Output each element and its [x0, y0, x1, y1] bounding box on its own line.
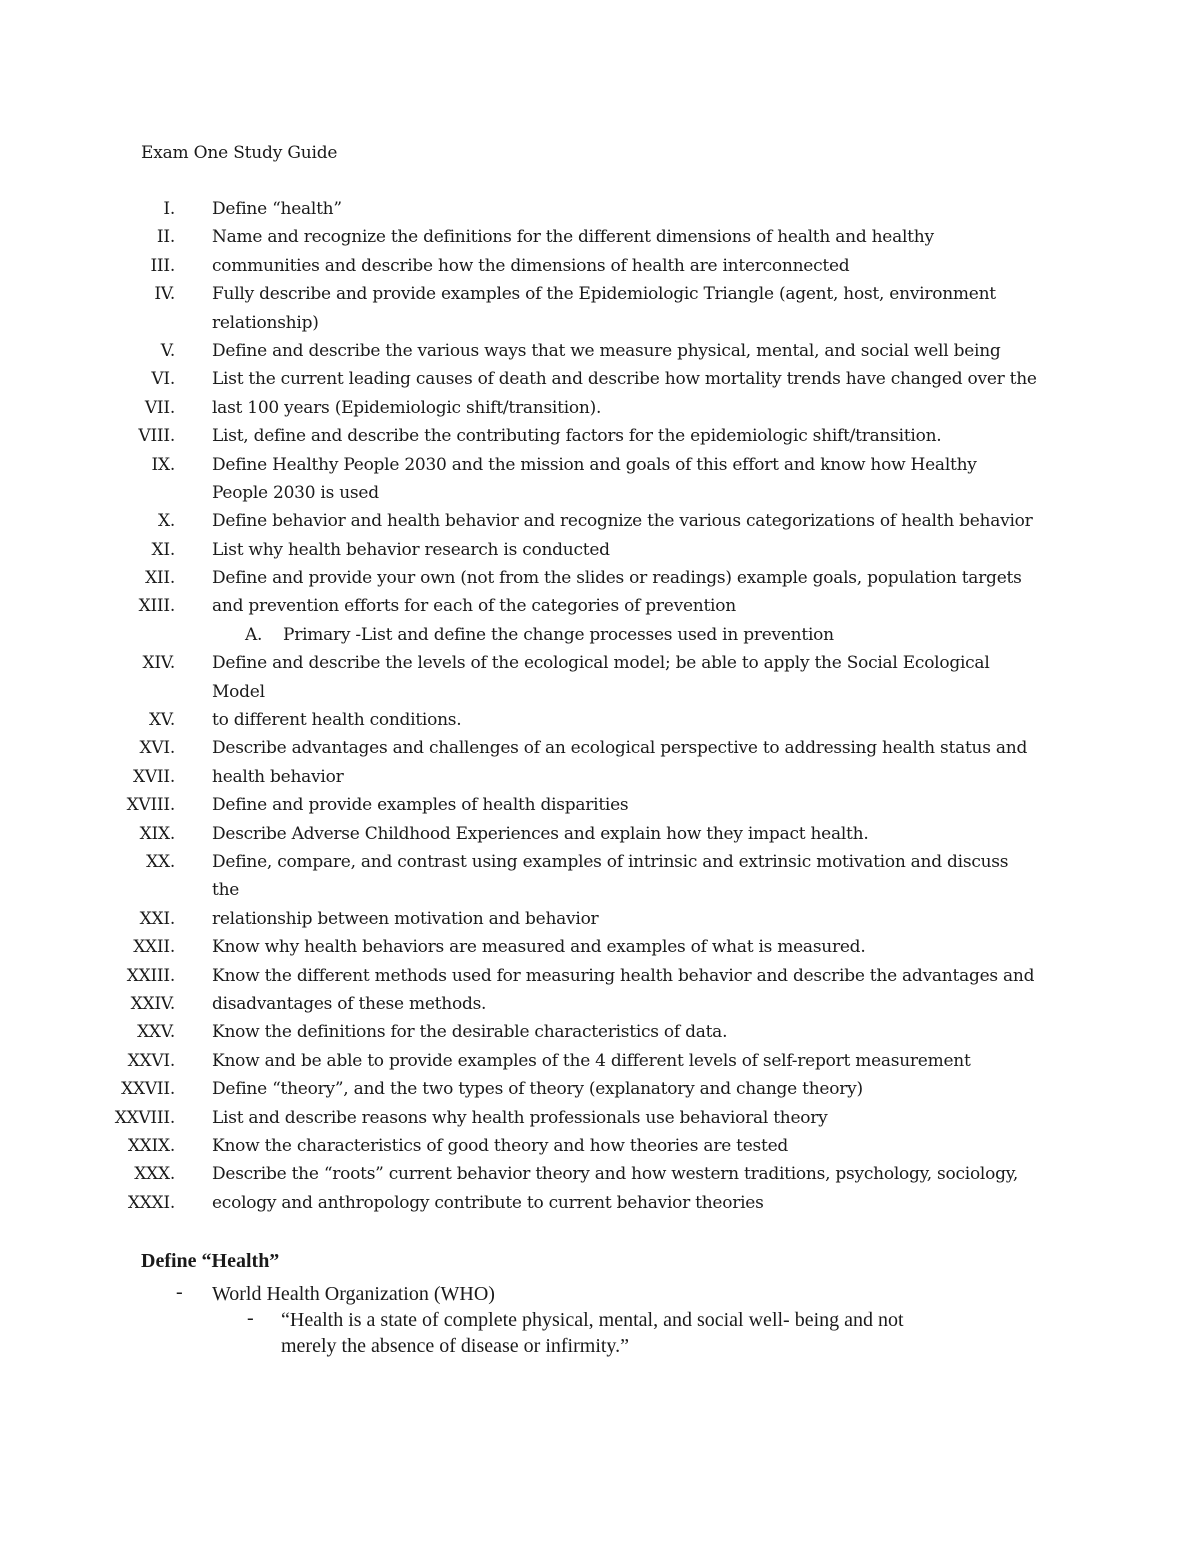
outline-text: Describe Adverse Childhood Experiences and explain how they impact health.	[212, 823, 869, 844]
outline-number: II.	[156, 227, 175, 248]
outline-continuation	[0, 880, 1200, 908]
outline-item	[0, 966, 1200, 994]
quote-line-2: merely the absence of disease or infirmity.”	[281, 1335, 630, 1357]
page-title: Exam One Study Guide	[141, 143, 338, 163]
outline-text: the	[212, 880, 240, 901]
outline-text: Define and describe the levels of the ecological model; be able to apply the Social Ecological	[212, 653, 990, 674]
outline-text: Define “theory”, and the two types of theory (explanatory and change theory)	[212, 1079, 863, 1100]
outline-text: Define behavior and health behavior and recognize the various categorizations of health behavior	[212, 511, 1033, 532]
bullet-who-text: World Health Organization (WHO)	[212, 1283, 495, 1305]
outline-item	[0, 824, 1200, 852]
outline-continuation	[0, 313, 1200, 341]
outline-text: last 100 years (Epidemiologic shift/transition).	[212, 397, 602, 418]
outline-item	[0, 256, 1200, 284]
outline-number: XXIII.	[126, 965, 175, 986]
outline-item	[0, 994, 1200, 1022]
outline-item	[0, 767, 1200, 795]
outline-number: IV.	[154, 284, 175, 305]
outline-item	[0, 1164, 1200, 1192]
outline-text: Define Healthy People 2030 and the mission and goals of this effort and know how Healthy	[212, 454, 977, 475]
study-guide-outline	[0, 199, 1200, 1221]
outline-item	[0, 426, 1200, 454]
outline-item	[0, 1193, 1200, 1221]
outline-text: List, define and describe the contributing factors for the epidemiologic shift/transition.	[212, 426, 942, 447]
outline-item	[0, 852, 1200, 880]
outline-item	[0, 284, 1200, 312]
outline-item	[0, 1051, 1200, 1079]
outline-number: A.	[245, 624, 263, 645]
outline-item	[0, 1136, 1200, 1164]
outline-number: XXII.	[133, 937, 175, 958]
outline-text: Know the characteristics of good theory and how theories are tested	[212, 1135, 789, 1156]
outline-item	[0, 227, 1200, 255]
outline-number: XXX.	[134, 1164, 175, 1185]
quote-line-1: “Health is a state of complete physical, mental, and social well- being and not	[281, 1309, 904, 1331]
outline-text: Define “health”	[212, 199, 342, 219]
outline-item	[0, 795, 1200, 823]
outline-item	[0, 653, 1200, 681]
outline-text: Define and provide your own (not from the slides or readings) example goals, population targets	[212, 568, 1022, 589]
outline-text: communities and describe how the dimensions of health are interconnected	[212, 255, 850, 276]
outline-number: XX.	[146, 851, 175, 872]
outline-text: People 2030 is used	[212, 482, 379, 503]
outline-text: relationship between motivation and behavior	[212, 908, 599, 929]
outline-number: XXVIII.	[114, 1107, 175, 1128]
outline-item	[0, 455, 1200, 483]
outline-number: XI.	[151, 539, 175, 560]
outline-number: XXVII.	[121, 1079, 175, 1100]
outline-text: Define and provide examples of health disparities	[212, 795, 629, 816]
outline-text: Know why health behaviors are measured and examples of what is measured.	[212, 937, 866, 958]
outline-number: VII.	[144, 397, 175, 418]
outline-number: XV.	[148, 710, 175, 731]
outline-text: Know and be able to provide examples of the 4 different levels of self-report measurement	[212, 1050, 971, 1071]
outline-item	[0, 511, 1200, 539]
outline-number: X.	[157, 511, 175, 532]
outline-text: Describe advantages and challenges of an ecological perspective to addressing health status and	[212, 738, 1028, 759]
outline-text: List why health behavior research is conducted	[212, 539, 610, 560]
outline-number: XIX.	[139, 823, 175, 844]
outline-text: health behavior	[212, 766, 344, 787]
outline-number: III.	[150, 255, 175, 276]
outline-text: ecology and anthropology contribute to current behavior theories	[212, 1192, 764, 1213]
outline-number: XXXI.	[127, 1192, 175, 1213]
outline-text: and prevention efforts for each of the categories of prevention	[212, 596, 736, 617]
outline-item	[0, 909, 1200, 937]
outline-text: Name and recognize the definitions for the different dimensions of health and healthy	[212, 227, 934, 248]
outline-number: XVII.	[133, 766, 175, 787]
outline-item	[0, 1108, 1200, 1136]
outline-item	[0, 596, 1200, 624]
outline-item	[0, 710, 1200, 738]
outline-text: Know the definitions for the desirable characteristics of data.	[212, 1022, 728, 1043]
outline-number: VIII.	[138, 426, 175, 447]
outline-number: XVIII.	[126, 795, 175, 816]
outline-number: XXI.	[139, 908, 175, 929]
outline-text: to different health conditions.	[212, 710, 462, 731]
bullet-dash: -	[176, 1281, 183, 1303]
outline-text: List and describe reasons why health professionals use behavioral theory	[212, 1107, 828, 1128]
outline-number: I.	[163, 199, 175, 219]
section-heading: Define “Health”	[141, 1250, 280, 1272]
outline-number: XIII.	[138, 596, 175, 617]
outline-text: Know the different methods used for measuring health behavior and describe the advantages and	[212, 965, 1035, 986]
outline-number: XXIX.	[127, 1135, 175, 1156]
outline-item	[0, 540, 1200, 568]
outline-item	[0, 1079, 1200, 1107]
outline-text: Model	[212, 681, 265, 702]
outline-text: relationship)	[212, 312, 319, 333]
outline-item	[0, 568, 1200, 596]
outline-text: Define, compare, and contrast using examples of intrinsic and extrinsic motivation and discuss	[212, 851, 1009, 872]
outline-number: IX.	[151, 454, 175, 475]
outline-item	[0, 341, 1200, 369]
outline-item	[0, 1022, 1200, 1050]
outline-continuation	[0, 682, 1200, 710]
outline-text: disadvantages of these methods.	[212, 993, 487, 1014]
outline-number: VI.	[151, 369, 175, 390]
outline-number: XXIV.	[130, 993, 175, 1014]
bullet-dash: -	[247, 1307, 254, 1329]
outline-text: Describe the “roots” current behavior theory and how western traditions, psychology, sociology,	[212, 1164, 1018, 1185]
outline-number: XII.	[145, 568, 175, 589]
outline-number: XXV.	[137, 1022, 175, 1043]
outline-number: XIV.	[142, 653, 175, 674]
outline-text: Primary -List and define the change processes used in prevention	[283, 624, 834, 645]
outline-item	[0, 398, 1200, 426]
outline-text: List the current leading causes of death and describe how mortality trends have changed over the	[212, 369, 1037, 390]
outline-item	[0, 199, 1200, 227]
outline-number: XXVI.	[127, 1050, 175, 1071]
outline-text: Fully describe and provide examples of the Epidemiologic Triangle (agent, host, environment	[212, 284, 996, 305]
outline-continuation	[0, 483, 1200, 511]
outline-number: XVI.	[139, 738, 175, 759]
outline-number: V.	[160, 340, 175, 361]
outline-text: Define and describe the various ways that we measure physical, mental, and social well being	[212, 340, 1001, 361]
outline-subitem	[0, 625, 1200, 653]
outline-item	[0, 937, 1200, 965]
outline-item	[0, 738, 1200, 766]
outline-item	[0, 369, 1200, 397]
